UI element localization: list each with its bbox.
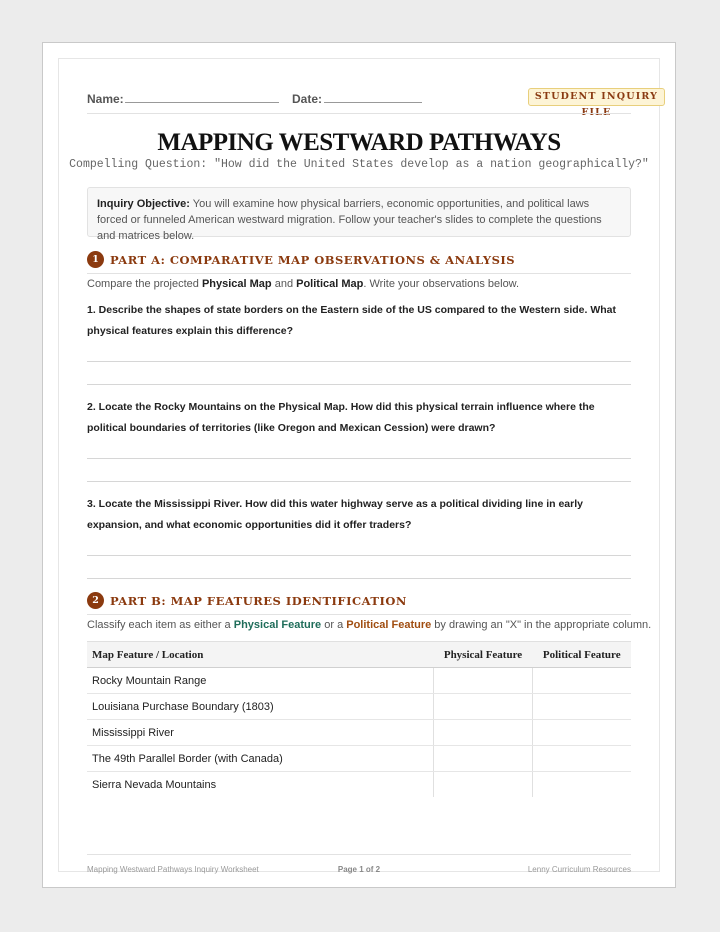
answer-line[interactable] (87, 384, 631, 385)
name-label: Name: (87, 92, 124, 106)
part-b-intro (87, 619, 651, 631)
column-header-physical: Physical Feature (434, 642, 533, 668)
page-title: MAPPING WESTWARD PATHWAYS (157, 129, 561, 156)
table-row (87, 668, 631, 694)
column-header-political: Political Feature (533, 642, 632, 668)
features-table (87, 641, 631, 797)
worksheet-page (42, 42, 676, 888)
physical-checkbox-cell[interactable] (434, 694, 533, 720)
objective-label: Inquiry Objective: (97, 198, 190, 210)
table-row (87, 720, 631, 746)
part-a-divider (87, 273, 631, 274)
part-a-intro-text: and (271, 278, 297, 290)
feature-name: Louisiana Purchase Boundary (1803) (87, 694, 434, 720)
page-number: Page 1 of 2 (337, 865, 381, 874)
answer-line[interactable] (87, 555, 631, 556)
answer-line[interactable] (87, 458, 631, 459)
part-a-number: 1 (87, 251, 104, 268)
part-a-intro (87, 278, 519, 290)
part-a-title: PART A: COMPARATIVE MAP OBSERVATIONS & ANALYSIS (110, 253, 516, 267)
compelling-question: Compelling Question: "How did the United States develop as a nation geographically?" (69, 158, 649, 171)
part-b-intro-text: or a (321, 619, 347, 631)
answer-line[interactable] (87, 481, 631, 482)
footer-right: Lenny Curriculum Resources (527, 865, 631, 874)
political-checkbox-cell[interactable] (533, 668, 632, 694)
part-b-intro-text: Classify each item as either a (87, 619, 234, 631)
political-checkbox-cell[interactable] (533, 772, 632, 798)
physical-map-term: Physical Map (201, 278, 272, 290)
physical-checkbox-cell[interactable] (434, 668, 533, 694)
political-feature-term: Political Feature (346, 619, 432, 631)
column-header-feature: Map Feature / Location (87, 642, 434, 668)
political-checkbox-cell[interactable] (533, 746, 632, 772)
question-3: 3. Locate the Mississippi River. How did this water highway serve as a political dividing line in early expansion, and what economic opportunities did it offer traders? (87, 498, 583, 531)
part-a-intro-text: . Write your observations below. (363, 278, 520, 290)
header-divider (87, 113, 631, 114)
table-row (87, 694, 631, 720)
feature-name: Sierra Nevada Mountains (92, 778, 217, 791)
physical-checkbox-cell[interactable] (434, 772, 533, 798)
answer-line[interactable] (87, 578, 631, 579)
feature-name: Mississippi River (87, 720, 434, 746)
answer-line[interactable] (87, 361, 631, 362)
name-line (125, 102, 279, 103)
part-b-divider (87, 614, 631, 615)
table-row (87, 772, 631, 798)
feature-name: The 49th Parallel Border (with Canada) (87, 746, 434, 772)
political-map-term: Political Map (296, 278, 364, 290)
inquiry-objective-box (87, 187, 631, 242)
part-b-title: PART B: MAP FEATURES IDENTIFICATION (110, 594, 407, 608)
question-2: 2. Locate the Rocky Mountains on the Physical Map. How did this physical terrain influence where the political boundaries of territories (like Oregon and Mexican Cession) were drawn? (87, 401, 595, 434)
political-checkbox-cell[interactable] (533, 720, 632, 746)
part-b-number: 2 (87, 592, 104, 609)
question-1: 1. Describe the shapes of state borders on the Eastern side of the US compared to the Western side. What physical features explain this difference? (87, 304, 617, 337)
part-a-intro-text: Compare the projected (87, 278, 202, 290)
table-row (87, 746, 631, 772)
footer-left: Mapping Westward Pathways Inquiry Worksheet (87, 865, 259, 874)
physical-checkbox-cell[interactable] (434, 720, 533, 746)
objective-text: You will examine how physical barriers, economic opportunities, and political laws forced or funneled American westward migration. Follow your teacher's slides to complete the questions and matrices below. (97, 198, 602, 242)
part-b-intro-text: by drawing an "X" in the appropriate column. (431, 619, 652, 631)
feature-name: Rocky Mountain Range (87, 668, 434, 694)
date-label: Date: (292, 92, 323, 106)
physical-feature-term: Physical Feature (233, 619, 322, 631)
date-line (324, 102, 422, 103)
student-inquiry-badge: STUDENT INQUIRY FILE (528, 88, 665, 106)
footer-divider (87, 854, 631, 855)
page-frame (58, 58, 660, 872)
physical-checkbox-cell[interactable] (434, 746, 533, 772)
political-checkbox-cell[interactable] (533, 694, 632, 720)
